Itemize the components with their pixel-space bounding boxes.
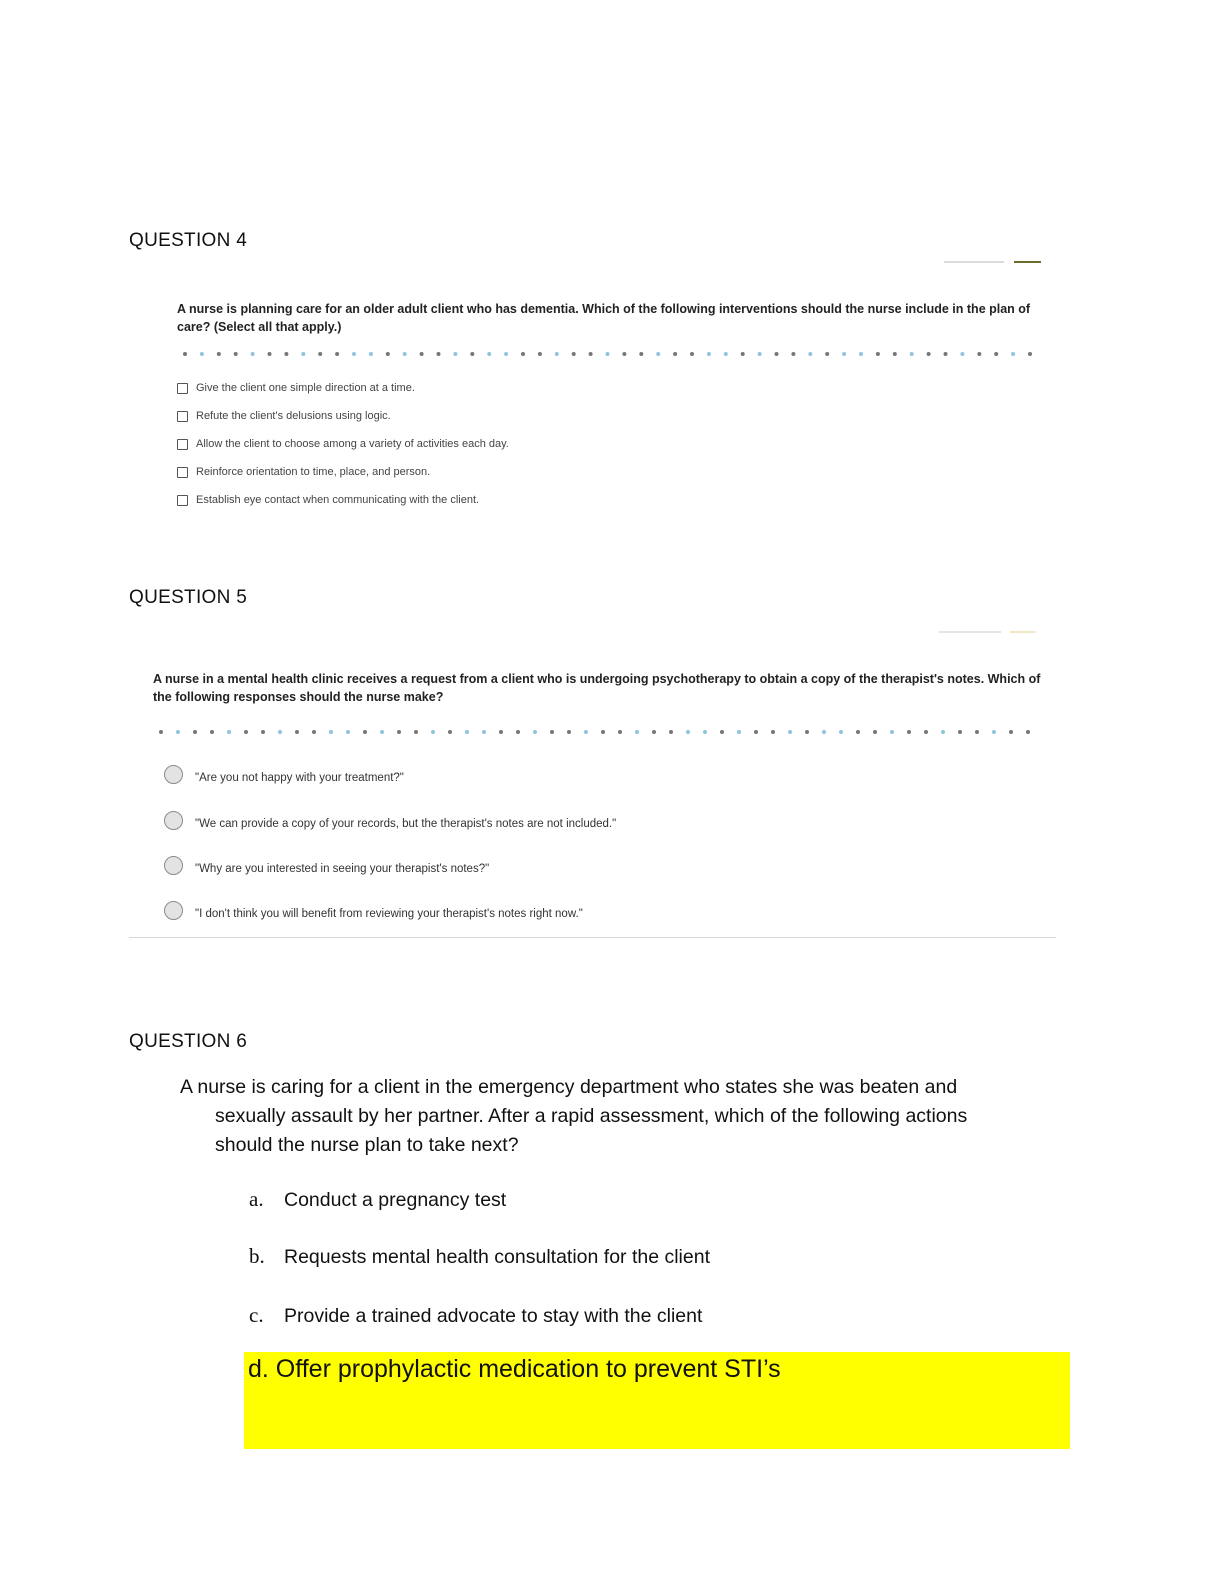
- separator-dot: [200, 352, 204, 356]
- option-letter: c.: [249, 1303, 264, 1327]
- separator-dot: [403, 352, 407, 356]
- radio-option[interactable]: [164, 899, 583, 921]
- separator-dot: [397, 730, 401, 734]
- checkbox-option[interactable]: [177, 380, 415, 396]
- checkbox-option-label: Give the client one simple direction at a time.: [196, 382, 415, 394]
- separator-dot: [555, 352, 559, 356]
- separator-dot: [601, 730, 605, 734]
- separator-dot: [890, 730, 894, 734]
- separator-dot: [606, 352, 610, 356]
- separator-dot: [268, 352, 272, 356]
- separator-dot: [859, 352, 863, 356]
- answer-option-b[interactable]: [249, 1244, 710, 1269]
- option-letter: b.: [249, 1244, 265, 1268]
- separator-dot: [244, 730, 248, 734]
- radio-option-label: "We can provide a copy of your records, but the therapist's notes are not included.": [195, 818, 617, 830]
- separator-dot: [346, 730, 350, 734]
- separator-dot: [808, 352, 812, 356]
- separator-dot: [977, 352, 981, 356]
- separator-dot: [724, 352, 728, 356]
- separator-dot: [516, 730, 520, 734]
- radio-option-label: "Why are you interested in seeing your therapist's notes?": [195, 863, 490, 875]
- answer-option-c[interactable]: [249, 1303, 702, 1328]
- separator-dot: [499, 730, 503, 734]
- dotted-separator: [182, 351, 1034, 357]
- separator-dot: [284, 352, 288, 356]
- separator-dot: [504, 352, 508, 356]
- separator-dot: [295, 730, 299, 734]
- separator-dot: [839, 730, 843, 734]
- radio-button[interactable]: [164, 811, 183, 830]
- checkbox-option-label: Allow the client to choose among a variety of activities each day.: [196, 438, 509, 450]
- checkbox[interactable]: [177, 411, 188, 422]
- separator-dot: [652, 730, 656, 734]
- separator-dot: [924, 730, 928, 734]
- separator-dot: [301, 352, 305, 356]
- separator-dot: [420, 352, 424, 356]
- separator-dot: [251, 352, 255, 356]
- separator-dot: [622, 352, 626, 356]
- separator-dot: [635, 730, 639, 734]
- highlighted-answer-text: d. Offer prophylactic medication to prevent STI’s: [248, 1355, 781, 1383]
- separator-dot: [741, 352, 745, 356]
- separator-dot: [856, 730, 860, 734]
- separator-dot: [538, 352, 542, 356]
- separator-dot: [278, 730, 282, 734]
- separator-dot: [482, 730, 486, 734]
- radio-option[interactable]: [164, 809, 616, 831]
- separator-dot: [380, 730, 384, 734]
- separator-dot: [737, 730, 741, 734]
- separator-dot: [941, 730, 945, 734]
- separator-dot: [431, 730, 435, 734]
- separator-dot: [958, 730, 962, 734]
- separator-dot: [329, 730, 333, 734]
- dotted-separator: [158, 729, 1032, 735]
- separator-dot: [217, 352, 221, 356]
- separator-dot: [720, 730, 724, 734]
- separator-dot: [690, 352, 694, 356]
- option-text: Requests mental health consultation for the client: [284, 1246, 711, 1268]
- highlighted-answer[interactable]: [244, 1352, 1070, 1449]
- separator-dot: [453, 352, 457, 356]
- checkbox-option-label: Refute the client's delusions using logic.: [196, 410, 391, 422]
- separator-dot: [771, 730, 775, 734]
- separator-dot: [335, 352, 339, 356]
- separator-dot: [261, 730, 265, 734]
- question-5-heading: QUESTION 5: [129, 587, 248, 608]
- separator-dot: [775, 352, 779, 356]
- separator-dot: [352, 352, 356, 356]
- checkbox[interactable]: [177, 495, 188, 506]
- separator-dot: [673, 352, 677, 356]
- separator-dot: [754, 730, 758, 734]
- separator-dot: [414, 730, 418, 734]
- checkbox-option-label: Reinforce orientation to time, place, and person.: [196, 466, 431, 478]
- separator-dot: [363, 730, 367, 734]
- decorative-mark: [1010, 631, 1036, 633]
- separator-dot: [927, 352, 931, 356]
- question-6-stem: [180, 1073, 1040, 1160]
- section-divider: [129, 937, 1056, 938]
- separator-dot: [707, 352, 711, 356]
- option-text: Conduct a pregnancy test: [284, 1189, 507, 1211]
- separator-dot: [876, 352, 880, 356]
- question-4-prompt: A nurse is planning care for an older adult client who has dementia. Which of the following interventions should the nurse include in the plan of care? (Select all that apply.): [177, 302, 1031, 334]
- separator-dot: [465, 730, 469, 734]
- radio-button[interactable]: [164, 856, 183, 875]
- separator-dot: [521, 352, 525, 356]
- decorative-mark: [1014, 261, 1041, 263]
- radio-option[interactable]: [164, 854, 489, 876]
- separator-dot: [227, 730, 231, 734]
- decorative-mark: [939, 631, 1001, 633]
- radio-button[interactable]: [164, 765, 183, 784]
- separator-dot: [176, 730, 180, 734]
- separator-dot: [822, 730, 826, 734]
- separator-dot: [550, 730, 554, 734]
- answer-option-a[interactable]: [249, 1187, 506, 1212]
- separator-dot: [470, 352, 474, 356]
- separator-dot: [437, 352, 441, 356]
- question-6-heading: QUESTION 6: [129, 1031, 248, 1052]
- separator-dot: [825, 352, 829, 356]
- separator-dot: [639, 352, 643, 356]
- option-text: Provide a trained advocate to stay with the client: [284, 1305, 703, 1327]
- separator-dot: [159, 730, 163, 734]
- separator-dot: [1009, 730, 1013, 734]
- separator-dot: [992, 730, 996, 734]
- separator-dot: [618, 730, 622, 734]
- checkbox-option[interactable]: [177, 464, 430, 480]
- separator-dot: [487, 352, 491, 356]
- separator-dot: [669, 730, 673, 734]
- question-6-stem-continuation: sexually assault by her partner. After a rapid assessment, which of the following actions should the nurse plan to take next?: [215, 1105, 968, 1156]
- checkbox[interactable]: [177, 439, 188, 450]
- separator-dot: [1028, 352, 1032, 356]
- decorative-mark: [944, 261, 1004, 263]
- separator-dot: [584, 730, 588, 734]
- question-4-heading: QUESTION 4: [129, 230, 248, 251]
- separator-dot: [589, 352, 593, 356]
- separator-dot: [758, 352, 762, 356]
- separator-dot: [193, 730, 197, 734]
- question-5-prompt: A nurse in a mental health clinic receives a request from a client who is undergoing psychotherapy to obtain a copy of the therapist's notes. Which of the following responses should the nurse make?: [153, 672, 1041, 704]
- separator-dot: [448, 730, 452, 734]
- separator-dot: [312, 730, 316, 734]
- separator-dot: [873, 730, 877, 734]
- separator-dot: [703, 730, 707, 734]
- radio-button[interactable]: [164, 901, 183, 920]
- separator-dot: [567, 730, 571, 734]
- separator-dot: [893, 352, 897, 356]
- checkbox[interactable]: [177, 467, 188, 478]
- separator-dot: [210, 730, 214, 734]
- separator-dot: [788, 730, 792, 734]
- separator-dot: [910, 352, 914, 356]
- separator-dot: [572, 352, 576, 356]
- separator-dot: [842, 352, 846, 356]
- option-letter: a.: [249, 1187, 264, 1211]
- separator-dot: [805, 730, 809, 734]
- separator-dot: [656, 352, 660, 356]
- radio-option-label: "Are you not happy with your treatment?": [195, 772, 404, 784]
- separator-dot: [907, 730, 911, 734]
- checkbox-option-label: Establish eye contact when communicating with the client.: [196, 494, 480, 506]
- separator-dot: [183, 352, 187, 356]
- separator-dot: [791, 352, 795, 356]
- radio-option[interactable]: [164, 763, 404, 785]
- checkbox-option[interactable]: [177, 492, 479, 508]
- separator-dot: [234, 352, 238, 356]
- separator-dot: [533, 730, 537, 734]
- radio-option-label: "I don't think you will benefit from reviewing your therapist's notes right now.": [195, 908, 583, 920]
- separator-dot: [1026, 730, 1030, 734]
- separator-dot: [960, 352, 964, 356]
- separator-dot: [1011, 352, 1015, 356]
- checkbox-option[interactable]: [177, 408, 391, 424]
- separator-dot: [994, 352, 998, 356]
- checkbox-option[interactable]: [177, 436, 509, 452]
- separator-dot: [944, 352, 948, 356]
- separator-dot: [975, 730, 979, 734]
- separator-dot: [686, 730, 690, 734]
- separator-dot: [318, 352, 322, 356]
- checkbox[interactable]: [177, 383, 188, 394]
- separator-dot: [386, 352, 390, 356]
- question-6-stem-line: A nurse is caring for a client in the emergency department who states she was beaten and: [180, 1076, 958, 1098]
- separator-dot: [369, 352, 373, 356]
